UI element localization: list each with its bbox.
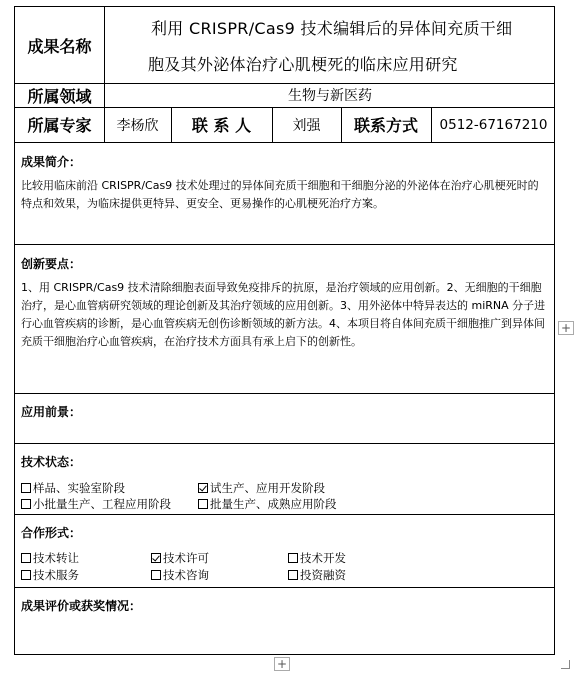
- summary-text: 比较用临床前沿 CRISPR/Cas9 技术处理过的异体间充质干细胞和干细胞分泌的外泌体在治疗心肌梗死时的特点和效果，为临床提供更特异、更安全、更易操作的心肌梗死治疗方案。: [21, 179, 539, 210]
- checkbox[interactable]: [151, 570, 161, 580]
- plus-icon: +: [276, 657, 288, 671]
- cooperation-option[interactable]: 技术服务: [21, 567, 79, 583]
- checked-checkbox[interactable]: [198, 483, 208, 493]
- checkbox[interactable]: [288, 570, 298, 580]
- plus-icon: +: [560, 321, 572, 335]
- contact-value: 刘强: [292, 117, 321, 134]
- contact-label: 联 系 人: [191, 116, 252, 135]
- field-label: 所属领域: [27, 86, 92, 106]
- cooperation-option[interactable]: 技术转让: [21, 550, 79, 566]
- innovation-heading: 创新要点：: [21, 257, 82, 271]
- tech-status-option[interactable]: 小批量生产、工程应用阶段: [21, 496, 171, 512]
- evaluation-heading: 成果评价或获奖情况：: [21, 599, 142, 613]
- innovation-text: 1、用 CRISPR/Cas9 技术清除细胞表面导致免疫排斥的抗原，是治疗领域的应用创新。2、无细胞的干细胞治疗，是心血管病研究领域的理论创新及其治疗领域的应用创新。3、用外泌体中特异表达的 miRNA 分子进行心血管疾病的诊断，是心血管疾病无创伤诊断领域的新方法。4、本项目将自体间充质干细胞推广到异体间充质干细胞治疗心血管疾病，在治疗技术方面具有承上启下的创新性。: [21, 281, 546, 348]
- row-divider: [15, 587, 554, 588]
- table-resize-handle[interactable]: [561, 660, 570, 669]
- tech-status-option[interactable]: 试生产、应用开发阶段: [198, 480, 325, 496]
- checkbox[interactable]: [21, 553, 31, 563]
- tech-status-option[interactable]: 样品、实验室阶段: [21, 480, 125, 496]
- cooperation-option[interactable]: 技术咨询: [151, 567, 209, 583]
- cooperation-option[interactable]: 技术开发: [288, 550, 346, 566]
- checkbox[interactable]: [288, 553, 298, 563]
- cooperation-option[interactable]: 技术许可: [151, 550, 209, 566]
- achievement-table: [14, 6, 555, 655]
- expert-label: 所属专家: [27, 116, 92, 135]
- result-title-line-2: 胞及其外泌体治疗心肌梗死的临床应用研究: [148, 55, 458, 74]
- result-name-label: 成果名称: [27, 36, 92, 56]
- cooperation-option[interactable]: 投资融资: [288, 567, 346, 583]
- checked-checkbox[interactable]: [151, 553, 161, 563]
- checkbox[interactable]: [21, 499, 31, 509]
- tech-status-option[interactable]: 批量生产、成熟应用阶段: [198, 496, 337, 512]
- checkbox[interactable]: [21, 570, 31, 580]
- result-title-line-1: 利用 CRISPR/Cas9 技术编辑后的异体间充质干细: [151, 19, 513, 38]
- row-divider: [15, 244, 554, 245]
- contact-method-label: 联系方式: [353, 116, 418, 135]
- cooperation-heading: 合作形式：: [21, 526, 82, 540]
- contact-method-value: 0512-67167210: [439, 116, 548, 133]
- add-row-button[interactable]: [274, 657, 290, 671]
- row-divider: [15, 514, 554, 515]
- expert-value: 李杨欣: [116, 117, 159, 134]
- row-divider: [15, 443, 554, 444]
- tech-status-heading: 技术状态：: [21, 455, 82, 469]
- add-column-button[interactable]: [558, 321, 574, 335]
- row-divider: [15, 142, 554, 143]
- prospect-heading: 应用前景：: [21, 405, 82, 419]
- checkbox[interactable]: [198, 499, 208, 509]
- field-value: 生物与新医药: [288, 88, 372, 104]
- checkbox[interactable]: [21, 483, 31, 493]
- summary-heading: 成果简介：: [21, 155, 82, 169]
- row-divider: [15, 393, 554, 394]
